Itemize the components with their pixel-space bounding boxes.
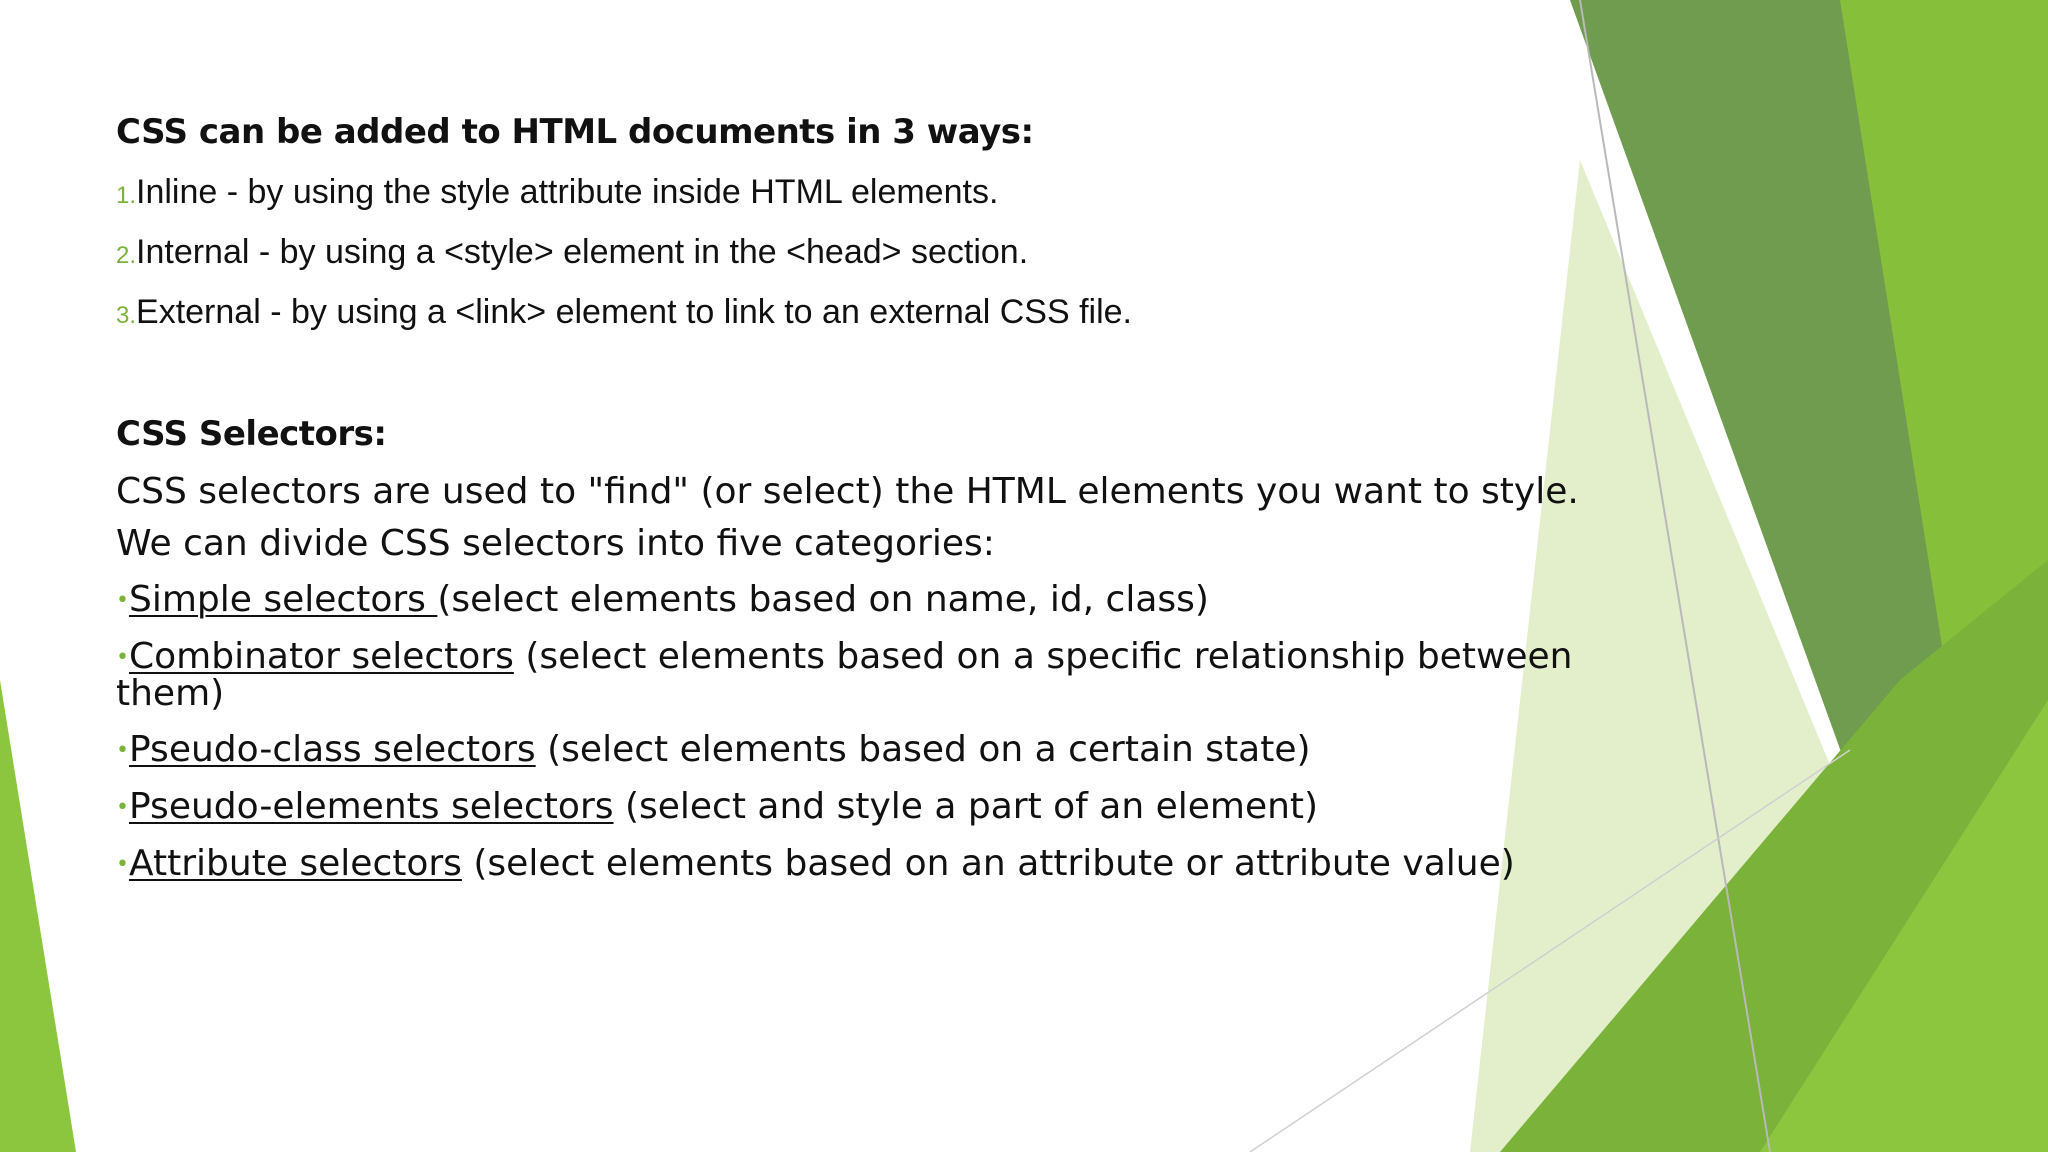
bullet-icon: •: [116, 588, 129, 613]
pseudo-class-selectors-link[interactable]: Pseudo-class selectors: [128, 729, 536, 770]
selectors-intro: CSS selectors are used to "find" (or select) the HTML elements you want to style.: [116, 471, 1579, 512]
attribute-selectors-link[interactable]: Attribute selectors: [128, 843, 462, 884]
bullet-icon: •: [116, 645, 129, 670]
category-desc: (select and style a part of an element): [613, 786, 1319, 827]
list-item-text: External - by using a <link> element to link to an external CSS file.: [136, 293, 1132, 331]
combinator-selectors-link[interactable]: Combinator selectors: [128, 636, 514, 677]
list-item: [116, 636, 1596, 714]
category-desc: (select elements based on a certain state): [535, 729, 1311, 770]
list-number: 2.: [116, 242, 137, 269]
category-desc: (select elements based on a specific relationship between them): [116, 636, 1573, 714]
list-number: 1.: [116, 182, 137, 209]
selectors-divide: We can divide CSS selectors into five categories:: [116, 523, 995, 564]
list-item-text: Internal - by using a <style> element in the <head> section.: [136, 233, 1029, 271]
section-heading-selectors: CSS Selectors:: [116, 414, 387, 454]
list-item: [116, 232, 1596, 276]
list-item: [116, 786, 1596, 827]
category-desc: (select elements based on an attribute or attribute value): [461, 843, 1515, 884]
simple-selectors-link[interactable]: Simple selectors: [128, 579, 438, 620]
bullet-icon: •: [116, 795, 129, 820]
list-item: [116, 729, 1596, 770]
section-heading-ways: CSS can be added to HTML documents in 3 ways:: [116, 112, 1034, 152]
bullet-icon: •: [116, 738, 129, 763]
list-number: 3.: [116, 302, 137, 329]
list-item: [116, 579, 1596, 620]
list-item: [116, 843, 1596, 884]
list-item-text: Inline - by using the style attribute inside HTML elements.: [136, 173, 999, 211]
slide-content: [116, 108, 1596, 883]
bullet-icon: •: [116, 852, 129, 877]
pseudo-elements-selectors-link[interactable]: Pseudo-elements selectors: [128, 786, 614, 827]
list-item: [116, 172, 1596, 216]
category-desc: (select elements based on name, id, class): [437, 579, 1209, 620]
list-item: [116, 292, 1596, 336]
